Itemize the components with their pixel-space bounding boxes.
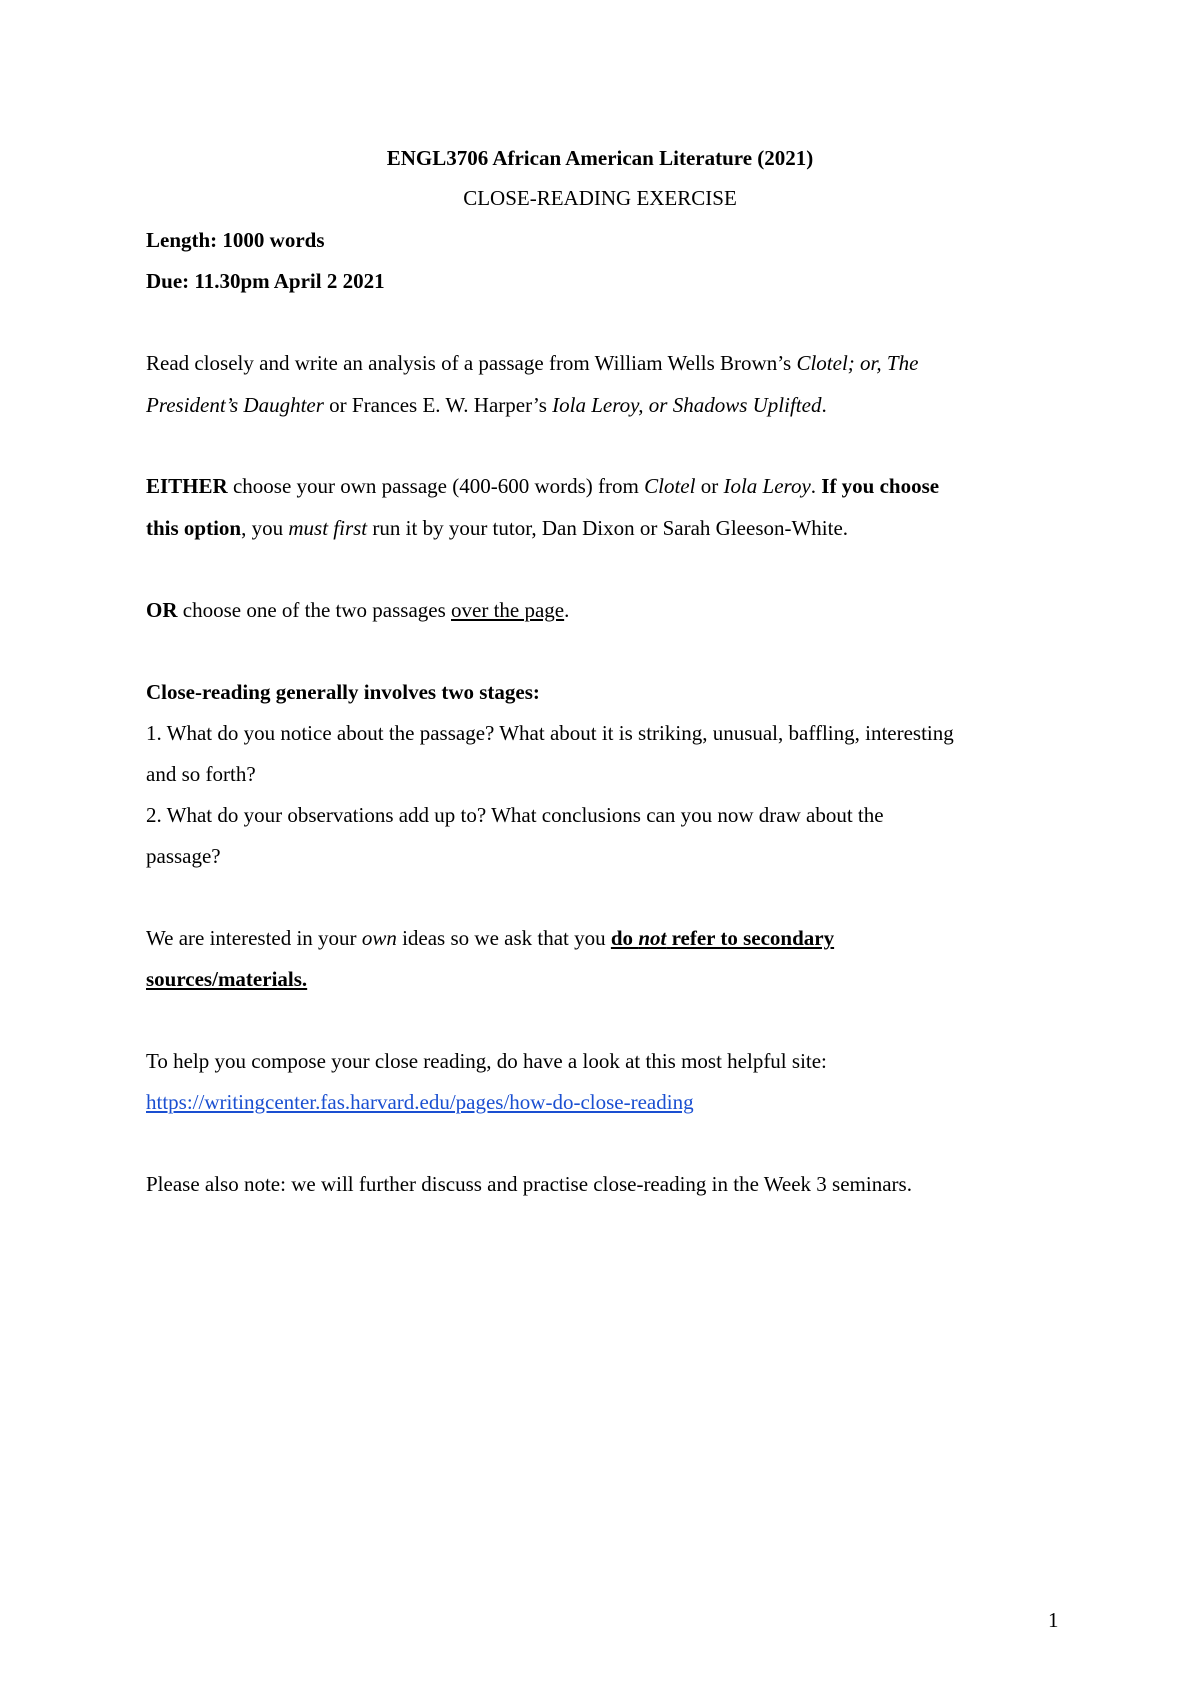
either-label: EITHER bbox=[146, 474, 228, 498]
iola-leroy-title: Iola Leroy, or Shadows Uplifted bbox=[552, 393, 822, 417]
clotel-title: Clotel; or, The bbox=[796, 351, 919, 375]
intro-line-2 bbox=[146, 393, 827, 418]
or-text: choose one of the two passages bbox=[177, 598, 452, 622]
either-line-1 bbox=[146, 474, 939, 499]
clotel-ref: Clotel bbox=[644, 474, 696, 498]
intro-mid-text: or Frances E. W. Harper’s bbox=[323, 393, 553, 417]
do-word: do bbox=[610, 926, 639, 950]
either-end-text: run it by your tutor, Dan Dixon or Sarah Gleeson-White. bbox=[367, 516, 849, 540]
interest-text-a: We are interested in your bbox=[146, 926, 362, 950]
stage-1-line-1: 1. What do you notice about the passage? What about it is striking, unusual, baffling, interesting bbox=[146, 721, 954, 745]
interest-text-b: ideas so we ask that you bbox=[396, 926, 611, 950]
refer-secondary: refer to secondary bbox=[666, 926, 835, 950]
note-line: Please also note: we will further discuss and practise close-reading in the Week 3 seminars. bbox=[146, 1172, 912, 1196]
due-label: Due: 11.30pm April 2 2021 bbox=[146, 269, 385, 293]
stage-2-line-2: passage? bbox=[146, 844, 221, 868]
either-line-2 bbox=[146, 516, 848, 541]
or-end: . bbox=[564, 598, 570, 622]
must-first: must first bbox=[288, 516, 368, 540]
document-title: ENGL3706 African American Literature (2021) bbox=[386, 146, 814, 170]
you-text: , you bbox=[241, 516, 289, 540]
intro-text: Read closely and write an analysis of a passage from William Wells Brown’s bbox=[146, 351, 797, 375]
page-number: 1 bbox=[1048, 1608, 1059, 1632]
or-label: OR bbox=[146, 598, 178, 622]
not-word: not bbox=[638, 926, 667, 950]
sources-materials: sources/materials. bbox=[146, 967, 308, 991]
document-subtitle: CLOSE-READING EXERCISE bbox=[463, 186, 737, 210]
stage-1-line-2: and so forth? bbox=[146, 762, 256, 786]
presidents-daughter-title: President’s Daughter bbox=[146, 393, 324, 417]
stage-2-line-1: 2. What do your observations add up to? What conclusions can you now draw about the bbox=[146, 803, 884, 827]
interest-line-1 bbox=[146, 926, 834, 951]
harvard-link[interactable]: https://writingcenter.fas.harvard.edu/pages/how-do-close-reading bbox=[146, 1090, 694, 1114]
either-text: choose your own passage (400-600 words) from bbox=[227, 474, 645, 498]
iola-ref: Iola Leroy bbox=[723, 474, 811, 498]
stages-heading: Close-reading generally involves two stages: bbox=[146, 680, 540, 704]
url-line bbox=[146, 1090, 694, 1115]
either-or-text: or bbox=[695, 474, 724, 498]
length-label: Length: 1000 words bbox=[146, 228, 325, 252]
help-line: To help you compose your close reading, do have a look at this most helpful site: bbox=[146, 1049, 827, 1073]
intro-line-1 bbox=[146, 351, 918, 376]
or-line bbox=[146, 598, 569, 623]
this-option: this option bbox=[146, 516, 242, 540]
over-the-page: over the page bbox=[451, 598, 565, 622]
either-dot: . bbox=[810, 474, 822, 498]
intro-end-text: . bbox=[821, 393, 827, 417]
if-you-choose: If you choose bbox=[821, 474, 940, 498]
own-word: own bbox=[361, 926, 397, 950]
